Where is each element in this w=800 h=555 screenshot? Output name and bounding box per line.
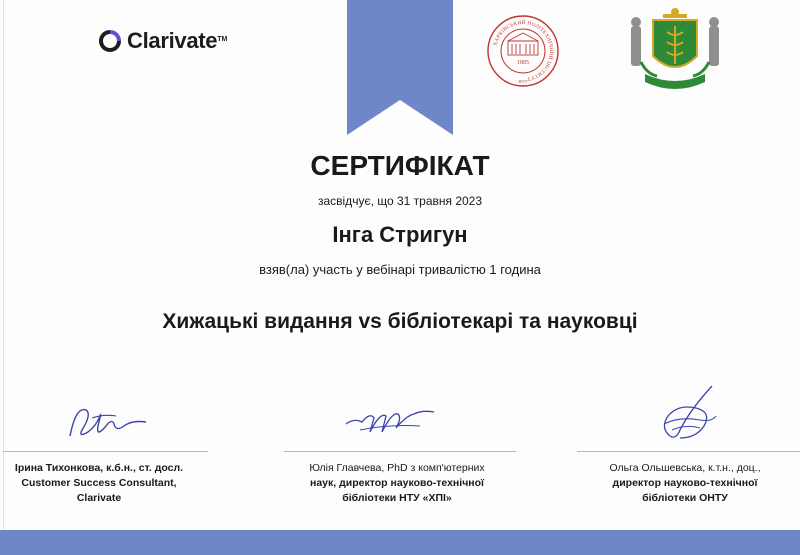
signer-3-line-3: бібліотеки ОНТУ [642,492,728,504]
footer-bar [0,530,800,555]
signer-2-line-3: бібліотеки НТУ «ХПІ» [342,492,452,504]
webinar-title: Хижацькі видання vs бібліотекарі та науковці [162,310,638,333]
ontu-crest-logo [627,4,723,100]
ribbon-bookmark-icon [347,0,453,135]
signer-2-line-2: наук, директор науково-технічної [309,477,484,489]
signer-3-line-1: Ольга Ольшевська, к.т.н., доц., [609,462,761,474]
participation-line: взяв(ла) участь у вебінарі тривалістю 1 година [259,262,541,277]
signature-3 [650,380,725,445]
signer-block-1 [3,461,195,506]
kpi-seal-logo [486,14,560,88]
signature-line-2 [284,451,516,452]
seal-ring-text: ХАРКІВСЬКИЙ ПОЛІТЕХНІЧНИЙ ІНСТИТУТ [492,19,555,82]
clarivate-logo [98,26,227,56]
svg-text:ХАРКІВСЬКИЙ ПОЛІТЕХНІЧНИЙ ІНСТ [493,18,556,82]
signature-1 [62,396,152,446]
signer-block-2 [274,461,520,506]
recipient-name: Інга Стригун [332,222,468,247]
signature-2 [340,398,440,438]
confirms-line: засвідчує, що 31 травня 2023 [317,194,483,208]
signer-1-line-2: Customer Success Consultant, [21,477,177,489]
seal-year: 1885 [517,60,529,66]
signer-1-line-1: Ірина Тихонкова, к.б.н., ст. досл. [14,462,184,474]
signer-block-3 [572,461,798,506]
signature-line-3 [577,451,800,452]
signer-1-line-3: Clarivate [76,492,122,504]
signature-line-1 [3,451,208,452]
clarivate-trademark: TM [217,35,228,43]
clarivate-wordmark: Clarivate [127,28,218,53]
certificate-title: СЕРТИФІКАТ [310,150,490,181]
signer-2-line-1: Юлія Главчева, PhD з комп'ютерних [309,462,485,474]
clarivate-mark-icon [98,29,122,53]
signer-3-line-2: директор науково-технічної [612,477,758,489]
seal-bottom-text: НТУ [518,79,528,84]
